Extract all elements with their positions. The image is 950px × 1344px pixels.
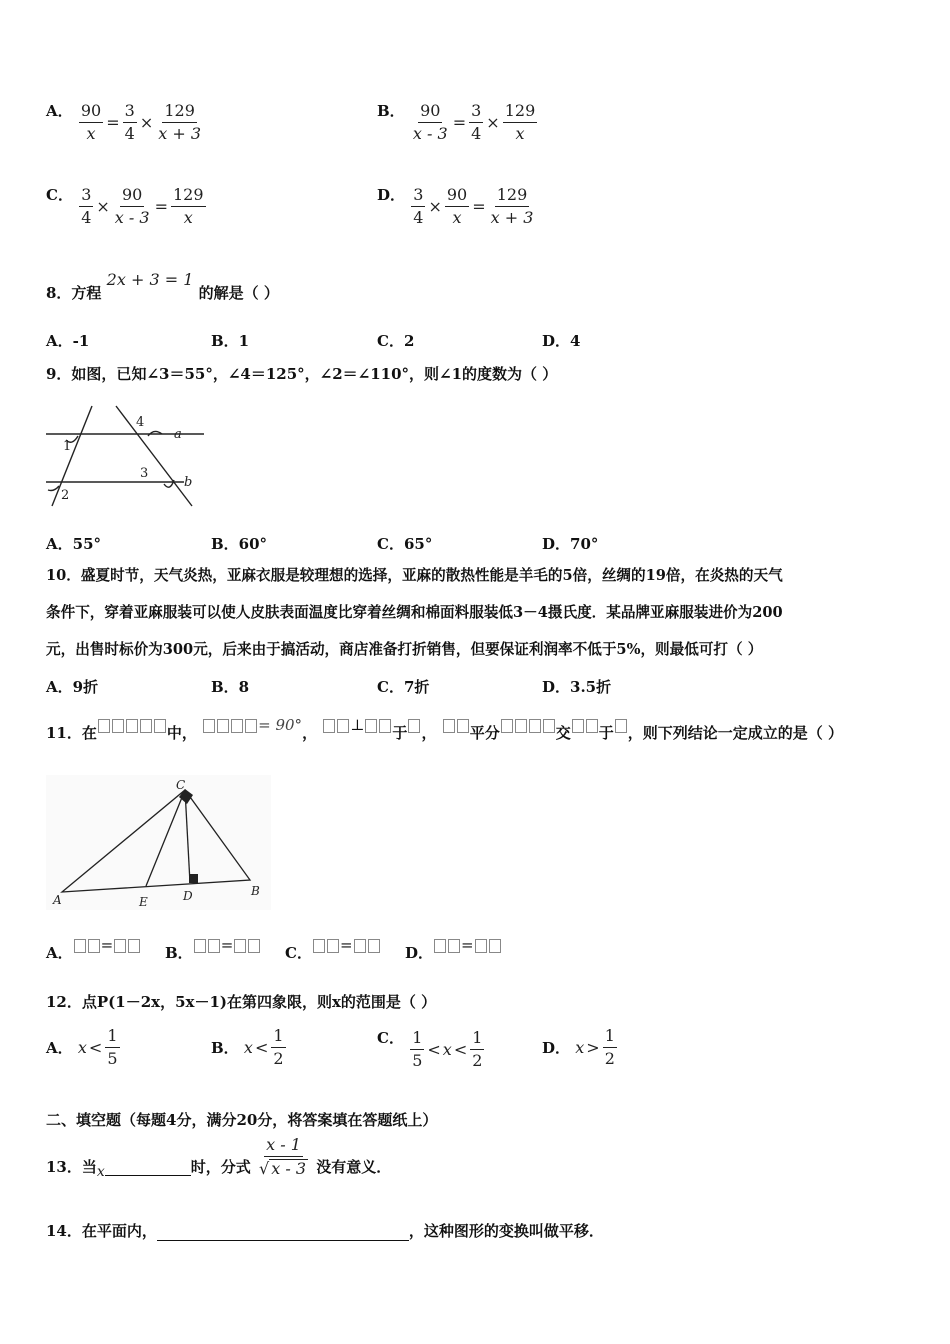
q9-stem: 9．如图，已知∠3＝55°，∠4＝125°，∠2＝∠110°，则∠1的度数为（ ）: [46, 365, 558, 383]
transversal-right: [116, 406, 192, 506]
q14-answer-blank[interactable]: [157, 1222, 409, 1241]
q10-line-1: 10．盛夏时节，天气炎热，亚麻衣服是较理想的选择，亚麻的散热性能是羊毛的5倍，丝绸的19倍，在炎热的天气: [46, 567, 783, 584]
placeholder-angle: [202, 716, 258, 734]
q7-option-b: B． $\frac{90}{x - 3}$ = $\frac{3}{4}$ × $\frac{129}{x}$: [377, 101, 536, 143]
q12-option-d: D． x > $\frac{1}{2}$: [542, 1026, 615, 1068]
q9-figure: [44, 400, 204, 510]
q12-option-c: C． $\frac{1}{5}$ < x < $\frac{1}{2}$: [377, 1028, 483, 1070]
q11-option-b: B． =: [165, 936, 261, 963]
right-angle-mark: [189, 874, 198, 883]
q8-option-b: B．1: [211, 332, 250, 350]
q11-figure: [46, 775, 271, 915]
q12-option-b: B． x < $\frac{1}{2}$: [211, 1026, 284, 1068]
q10-line-3: 元，出售时标价为300元，后来由于搞活动，商店准备打折销售，但要保证利润率不低于5%，则最低可打（ ）: [46, 641, 763, 658]
q7-option-c: C． $\frac{3}{4}$ × $\frac{90}{x - 3}$ = $\frac{129}{x}$: [46, 185, 204, 227]
svg-text:4: 4: [136, 415, 145, 430]
svg-text:3: 3: [140, 466, 149, 481]
svg-text:2: 2: [61, 488, 70, 503]
q14-stem: 14．在平面内， ，这种图形的变换叫做平移．: [46, 1222, 604, 1240]
q8-stem: 8．方程 2x + 3 = 1 的解是（ ）: [46, 270, 279, 302]
q8-option-a: A．-1: [46, 332, 90, 350]
svg-text:C: C: [176, 778, 186, 792]
svg-text:D: D: [183, 889, 193, 903]
q11-option-c: C． =: [285, 936, 381, 963]
q8-equation: 2x + 3 = 1: [106, 270, 194, 289]
q13-answer-blank[interactable]: [105, 1155, 191, 1176]
section-2-title: 二、填空题（每题4分，满分20分，将答案填在答题纸上）: [46, 1111, 438, 1129]
q10-option-c: C．7折: [377, 678, 430, 696]
svg-text:E: E: [139, 895, 148, 909]
q10-line-2: 条件下，穿着亚麻服装可以使人皮肤表面温度比穿着丝绸和棉面料服装低3－4摄氏度．某品牌亚麻服装进价为200: [46, 604, 783, 621]
q9-option-d: D．70°: [542, 535, 599, 553]
svg-text:1: 1: [63, 439, 72, 454]
q9-option-a: A．55°: [46, 535, 102, 553]
q10-option-b: B．8: [211, 678, 250, 696]
q7-option-a: A． $\frac{90}{x}$ = $\frac{3}{4}$ × $\frac{129}{x + 3}$: [46, 101, 202, 143]
transversal-left: [52, 406, 92, 506]
svg-text:B: B: [251, 884, 260, 898]
q11-option-a: A． =: [46, 936, 141, 963]
q10-option-a: A．9折: [46, 678, 99, 696]
q12-stem: 12．点P(1－2x，5x－1)在第四象限，则x的范围是（ ）: [46, 993, 437, 1011]
q10-option-d: D．3.5折: [542, 678, 612, 696]
q13-stem: 13．当x 时，分式 $\frac{x - 1}{√ x - 3}$ 没有意义．: [46, 1135, 392, 1180]
placeholder-triangle: [97, 716, 167, 734]
q8-option-c: C．2: [377, 332, 415, 350]
q9-option-b: B．60°: [211, 535, 268, 553]
q8-option-d: D．4: [542, 332, 581, 350]
svg-text:a: a: [174, 427, 182, 442]
q12-option-a: A． x < $\frac{1}{5}$: [46, 1026, 118, 1068]
q11-stem: 11．在 中， = 90°， ⊥ 于 ， 平分 交 于 ，则下列结论一定成立的是（ ）: [46, 716, 843, 742]
q7-option-d: D． $\frac{3}{4}$ × $\frac{90}{x}$ = $\frac{129}{x + 3}$: [377, 185, 534, 227]
q9-option-c: C．65°: [377, 535, 433, 553]
svg-text:A: A: [53, 893, 62, 907]
svg-text:b: b: [184, 475, 193, 490]
q11-option-d: D． =: [405, 936, 502, 963]
